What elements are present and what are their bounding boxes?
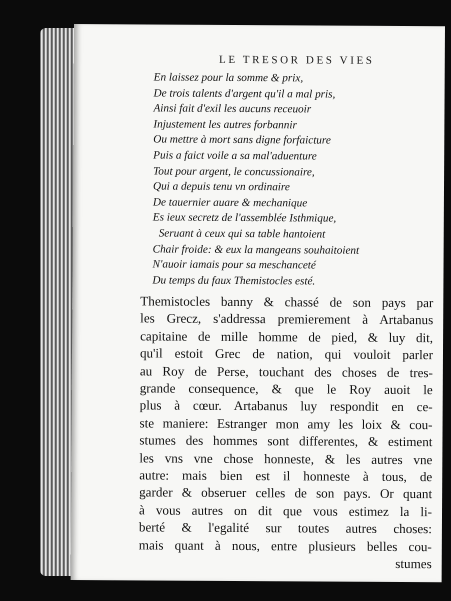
- prose-line: à vous autres on dit que vous estimez la li-: [138, 502, 433, 520]
- verse-line: Ou mettre à mort sans digne forfaicture: [153, 133, 331, 147]
- prose-line: stumes des hommes sont differentes, & estiment: [139, 432, 433, 450]
- catchword: stumes: [395, 556, 432, 572]
- verse-line: Puis a faict voile a sa mal'aduenture: [153, 149, 317, 163]
- prose-line: plus à cœur. Artabanus luy respondit en ce-: [139, 397, 433, 415]
- running-header: LE TRESOR DES VIES: [218, 53, 375, 67]
- verse-line: Tout pour argent, le concussionaire,: [153, 165, 315, 179]
- verse-line: Seruant à ceux qui sa table hantoient: [158, 227, 326, 241]
- book-page: [71, 24, 445, 582]
- prose-line: berté & l'egalité sur toutes autres choses:: [138, 519, 432, 537]
- verse-block: [152, 70, 438, 290]
- prose-line: Themistocles banny & chassé de son pays par: [140, 293, 434, 311]
- prose-line: qu'il estoit Grec de nation, qui vouloit parler: [139, 345, 434, 363]
- verse-line: De tauernier auare & mechanique: [152, 196, 308, 210]
- verse-line: De trois talents d'argent qu'il a mal pris,: [153, 87, 336, 101]
- prose-line: au Roy de Perse, touchant des choses de tres-: [139, 363, 433, 380]
- prose-line: les Grecz, s'addressa premierement à Artabanus: [140, 310, 434, 328]
- verse-line: N'auoir iamais pour sa meschanceté: [152, 258, 316, 272]
- prose-line: autre: mais bien est il honneste à tous, de: [139, 467, 433, 485]
- prose-line: capitaine de mille homme de pied, & luy dit,: [140, 328, 434, 346]
- prose-line: mais quant à nous, entre plusieurs belles cou-: [138, 537, 432, 554]
- verse-line: Chair froide: & eux la mangeans souhaitoient: [152, 243, 360, 257]
- verse-line: Ainsi fait d'exil les aucuns receuoir: [153, 102, 312, 116]
- prose-line: grande consequence, & que le Roy auoit le: [139, 380, 433, 398]
- prose-line: les vns vne chose honneste, & les autres vne: [139, 450, 433, 467]
- verse-line: Du temps du faux Themistocles esté.: [152, 274, 316, 288]
- prose-line: ste maniere: Estranger mon amy les loix & cou-: [139, 415, 433, 433]
- prose-block: [139, 292, 434, 572]
- prose-line: garder & obseruer celles de son pays. Or quant: [139, 484, 433, 502]
- verse-line: Qui a depuis tenu vn ordinaire: [152, 180, 290, 194]
- verse-line: En laissez pour la somme & prix,: [153, 71, 304, 85]
- verse-line: Injustement les autres forbannir: [153, 118, 297, 132]
- verse-line: Es ieux secretz de l'assemblée Isthmique,: [152, 211, 337, 225]
